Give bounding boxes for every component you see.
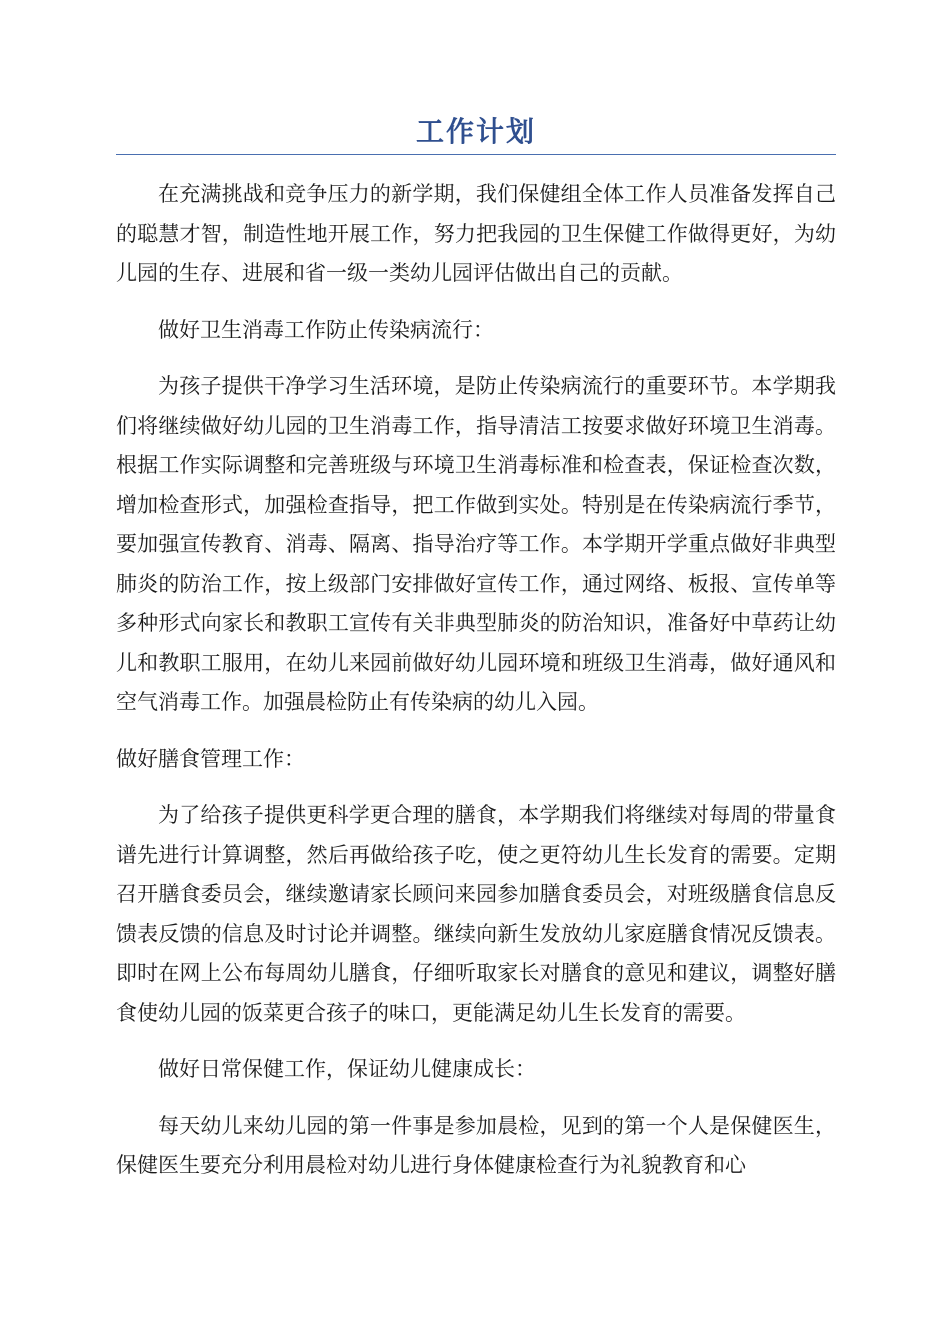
document-page xyxy=(116,112,836,1203)
heading-daily-care: 做好日常保健工作，保证幼儿健康成长： xyxy=(158,1057,536,1081)
heading-disinfection: 做好卫生消毒工作防止传染病流行： xyxy=(158,317,494,342)
paragraph-disinfection: 为孩子提供干净学习生活环境，是防止传染病流行的重要环节。本学期我们将继续做好幼儿园的卫生消毒工作，指导清洁工按要求做好环境卫生消毒。根据工作实际调整和完善班级与环境卫生消毒标准和检查表，保证检查次数，增加检查形式，加强检查指导，把工作做到实处。特别是在传染病流行季节，要加强宣传教育、消毒、隔离、指导治疗等工作。本学期开学重点做好非典型肺炎的防治工作，按上级部门安排做好宣传工作，通过网络、板报、宣传单等多种形式向家长和教职工宣传有关非典型肺炎的防治知识，准备好中草药让幼儿和教职工服用，在幼儿来园前做好幼儿园环境和班级卫生消毒，做好通风和空气消毒工作。加强晨检防止有传染病的幼儿入园。 xyxy=(116,374,836,714)
heading-diet: 做好膳食管理工作： xyxy=(116,746,305,771)
paragraph-diet: 为了给孩子提供更科学更合理的膳食，本学期我们将继续对每周的带量食谱先进行计算调整，然后再做给孩子吃，使之更符幼儿生长发育的需要。定期召开膳食委员会，继续邀请家长顾问来园参加膳食委员会，对班级膳食信息反馈表反馈的信息及时讨论并调整。继续向新生发放幼儿家庭膳食情况反馈表。即时在网上公布每周幼儿膳食，仔细听取家长对膳食的意见和建议，调整好膳食使幼儿园的饭菜更合孩子的味口，更能满足幼儿生长发育的需要。 xyxy=(116,803,836,1025)
title-underline xyxy=(116,154,836,155)
document-title: 工作计划 xyxy=(415,115,536,148)
paragraph-daily-care: 每天幼儿来幼儿园的第一件事是参加晨检，见到的第一个人是保健医生，保健医生要充分利用晨检对幼儿进行身体健康检查行为礼貌教育和心 xyxy=(116,1113,836,1177)
paragraph-intro: 在充满挑战和竞争压力的新学期，我们保健组全体工作人员准备发挥自己的聪慧才智，制造性地开展工作，努力把我园的卫生保健工作做得更好，为幼儿园的生存、进展和省一级一类幼儿园评估做出自己的贡献。 xyxy=(116,182,836,285)
